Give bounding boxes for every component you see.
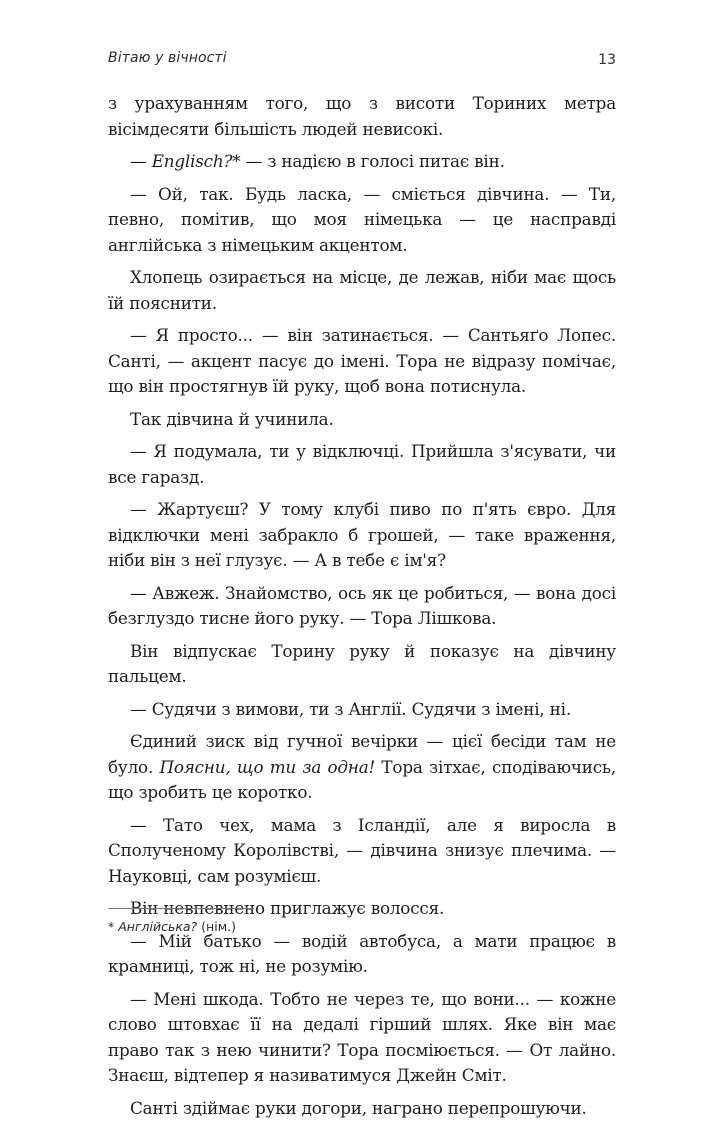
footnote <box>108 919 236 934</box>
footnote-rule <box>108 908 254 909</box>
paragraph: — Тато чех, мама з Ісландії, але я виросла в Сполученому Королівстві, — дівчина знизує плечима. — Науковці, сам розумієш. <box>108 813 616 890</box>
paragraph: — Ой, так. Будь ласка, — сміється дівчина. — Ти, певно, помітив, що моя німецька — це насправді англійська з німецьким акцентом. <box>108 182 616 259</box>
footnote-note: (нім.) <box>197 919 236 934</box>
body-text <box>108 91 616 1121</box>
paragraph: з урахуванням того, що з висоти Ториних метра вісімдесяти більшість людей невисокі. <box>108 91 616 142</box>
paragraph: — Я просто... — він затинається. — Сантьяґо Лопес. Санті, — акцент пасує до імені. Тора не відразу помічає, що він простягнув їй руку, щоб вона потиснула. <box>108 323 616 400</box>
paragraph <box>108 729 616 806</box>
paragraph: — Мені шкода. Тобто не через те, що вони... — кожне слово штовхає її на дедалі гірший шлях. Яке він має право так з нею чинити? Тора посміюється. — От лайно. Знаєш, відтепер я називатимуся Джейн Сміт. <box>108 987 616 1089</box>
paragraph: Хлопець озирається на місце, де лежав, ніби має щось їй пояснити. <box>108 265 616 316</box>
paragraph: Санті здіймає руки догори, награно перепрошуючи. <box>108 1096 616 1121</box>
paragraph <box>108 149 616 175</box>
paragraph: Так дівчина й учинила. <box>108 407 616 433</box>
italic-thought: Поясни, що ти за одна! <box>159 757 375 777</box>
paragraph-end: Тора зітхає, сподіваючись, що зробить це коротко. <box>108 757 616 803</box>
paragraph: — Судячи з вимови, ти з Англії. Судячи з імені, ні. <box>108 697 616 723</box>
paragraph: — Мій батько — водій автобуса, а мати працює в крамниці, тож ні, не розумію. <box>108 929 616 980</box>
paragraph: Він невпевнено приглажує волосся. <box>108 896 616 922</box>
footnote-marker: * <box>232 151 240 171</box>
running-title: Вітаю у вічності <box>108 50 227 66</box>
paragraph: — Авжеж. Знайомство, ось як це робиться, — вона досі безглуздо тисне його руку. — Тора Лішкова. <box>108 581 616 632</box>
paragraph: — Я подумала, ти у відключці. Прийшла з'ясувати, чи все гаразд. <box>108 439 616 490</box>
paragraph-rest: — з надією в голосі питає він. <box>240 151 504 171</box>
paragraph: Він відпускає Торину руку й показує на дівчину пальцем. <box>108 639 616 690</box>
dash: — <box>130 151 152 171</box>
paragraph: — Жартуєш? У тому клубі пиво по п'ять євро. Для відключки мені забракло б грошей, — таке враження, ніби він з неї глузує. — А в тебе є ім'я? <box>108 497 616 574</box>
paragraph-start: Єдиний зиск від гучної вечірки — цієї бесіди там не було. <box>108 731 616 777</box>
foreign-word: Englisch? <box>152 151 233 171</box>
footnote-marker: * <box>108 919 118 934</box>
page-number: 13 <box>598 52 616 68</box>
footnote-word: Англійська? <box>118 919 197 934</box>
